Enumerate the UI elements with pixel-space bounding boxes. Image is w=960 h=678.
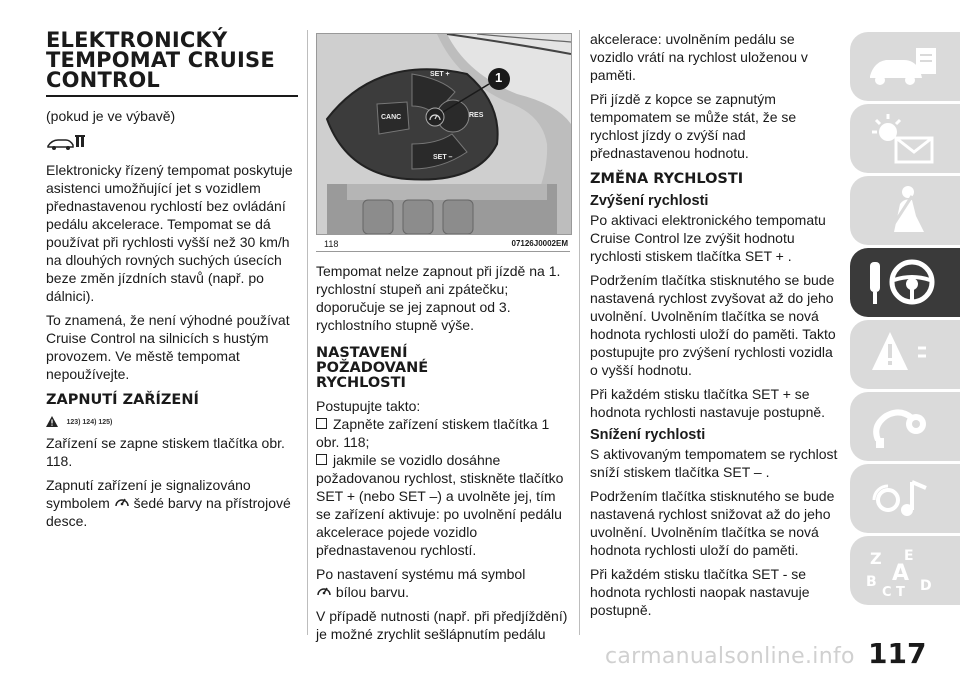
index-letter-c: C	[882, 585, 892, 598]
index-letter-e: E	[904, 548, 914, 564]
symbol-text-before: Po nastavení systému má symbol	[316, 566, 526, 582]
title-line-3: CONTROL	[46, 68, 160, 92]
index-icon	[864, 542, 944, 598]
list-item	[316, 415, 570, 451]
index-letter-d: D	[920, 578, 932, 594]
increase-text-3: Při každém stisku tlačítka SET + se hodnota rychlosti nastavuje postupně.	[590, 386, 826, 420]
symbol-text	[316, 565, 570, 601]
subheading-increase: Zvýšení rychlosti	[590, 193, 709, 209]
reference-numbers: 123) 124) 125)	[66, 419, 113, 426]
warning-triangle-icon	[46, 416, 58, 427]
signal-text-after: šedé barvy na přístrojové desce.	[46, 495, 291, 529]
availability-note: (pokud je ve výbavě)	[46, 108, 176, 124]
section-title	[46, 30, 298, 97]
label-canc: CANC	[381, 114, 402, 121]
figure-code: 07126J0002EM	[511, 239, 568, 248]
starting-driving-icon	[864, 254, 944, 310]
callout-number: 1	[495, 70, 503, 85]
heading-activation: ZAPNUTÍ ZAŘÍZENÍ	[46, 392, 199, 408]
accelerator-text: akcelerace: uvolněním pedálu se vozidlo vrátí na rychlost uloženou v paměti.	[590, 31, 808, 83]
proceed-text: Postupujte takto:	[316, 398, 421, 414]
increase-text-2: Podržením tlačítka stisknutého se bude nastavená rychlost zvyšovat až do jeho uvolnění. Uvolněním tlačítka se nová hodnota rychlosti uloží do paměti. Takto postupujte pro zvýšení rychlosti vozidla o vyšší hodnotu.	[590, 272, 836, 378]
heading-set-line-3: RYCHLOSTI	[316, 375, 406, 391]
warning-lights-icon	[864, 110, 944, 166]
steering-wheel-illustration	[317, 34, 571, 234]
tab-warning-lights[interactable]	[850, 104, 960, 173]
increase-text-1: Po aktivaci elektronického tempomatu Cruise Control lze zvýšit hodnotu rychlosti stiskem tlačítka SET + .	[590, 212, 826, 264]
overtake-text: V případě nutnosti (např. při předjíždění) je možné zrychlit sešlápnutím pedálu	[316, 608, 568, 642]
intro-paragraph: Elektronicky řízený tempomat poskytuje asistenci umožňující jet s vozidlem přednastavenou rychlostí bez ovládání pedálu akcelerace. Tempomat se dá používat při rychlosti vyšší než 30 km/h na dlouhých rovných suchých úsecích beze změn jízdních stavů (např. po dálnici).	[46, 162, 293, 304]
heading-set-line-1: NASTAVENÍ	[316, 345, 408, 361]
chapter-tabs	[850, 32, 960, 608]
index-letter-z: Z	[870, 549, 882, 568]
column-divider-2	[579, 30, 580, 635]
cruise-control-icon	[114, 495, 130, 509]
tab-emergency[interactable]	[850, 320, 960, 389]
signal-text-before: Zapnutí zařízení je signalizováno symbolem	[46, 477, 251, 511]
heading-set-line-2: POŽADOVANÉ	[316, 360, 429, 376]
tab-safety[interactable]	[850, 176, 960, 245]
warning-references	[46, 414, 298, 430]
cruise-control-icon	[316, 584, 332, 598]
column-2	[316, 33, 570, 649]
checkbox-bullet-icon	[316, 454, 327, 465]
index-letter-b: B	[866, 574, 877, 590]
list-item-text: Zapněte zařízení stiskem tlačítka 1 obr. 118;	[316, 416, 550, 450]
title-line-1: ELEKTRONICKÝ	[46, 28, 228, 52]
gear-note: Tempomat nelze zapnout při jízdě na 1. rychlostní stupeň ani zpátečku; doporučuje se jej zapnout od 3. rychlostního stupně výše.	[316, 263, 561, 333]
multimedia-icon	[864, 470, 944, 526]
warning-paragraph: To znamená, že není výhodné používat Cruise Control na silnicích s hustým provozem. Ve městě tempomat nepoužívejte.	[46, 312, 290, 382]
signal-text	[46, 476, 298, 530]
index-letter-t: T	[896, 585, 905, 598]
car-info-icon	[864, 38, 944, 94]
heading-speed-change: ZMĚNA RYCHLOSTI	[590, 171, 744, 187]
tab-index[interactable]	[850, 536, 960, 605]
safety-seat-icon	[864, 182, 944, 238]
emergency-icon	[864, 326, 944, 382]
column-1	[46, 30, 298, 536]
tab-starting-driving[interactable]	[850, 248, 960, 317]
tab-car-info[interactable]	[850, 32, 960, 101]
activation-text: Zařízení se zapne stiskem tlačítka obr. 118.	[46, 435, 285, 469]
column-divider-1	[307, 30, 308, 635]
downhill-text: Při jízdě z kopce se zapnutým tempomatem se může stát, že se rychlost jízdy o zvýší nad přednastavenou hodnotu.	[590, 91, 797, 161]
tab-maintenance[interactable]	[850, 392, 960, 461]
decrease-text-1: S aktivovaným tempomatem se rychlost sníží stiskem tlačítka SET – .	[590, 446, 838, 480]
checkbox-bullet-icon	[316, 418, 327, 429]
list-item	[316, 451, 570, 559]
label-set-minus: SET –	[433, 154, 453, 161]
symbol-text-after: bílou barvu.	[335, 584, 410, 600]
feature-icons	[46, 131, 298, 153]
page-number: 117	[868, 637, 927, 670]
heading-set-speed	[316, 346, 570, 391]
watermark: carmanualsonline.info	[605, 644, 855, 669]
tab-multimedia[interactable]	[850, 464, 960, 533]
title-line-2: TEMPOMAT CRUISE	[46, 48, 275, 72]
car-line-icon	[46, 131, 88, 151]
subheading-decrease: Snížení rychlosti	[590, 427, 706, 443]
list-item-text: jakmile se vozidlo dosáhne požadovanou rychlost, stiskněte tlačítko SET + (nebo SET –) a uvolněte jej, tím se zařízení aktivuje: po uvolnění pedálu akcelerace pojede vozidlo přednastavenou rychlostí.	[316, 452, 564, 558]
label-set-plus: SET +	[430, 71, 450, 78]
maintenance-icon	[864, 398, 944, 454]
decrease-text-3: Při každém stisku tlačítka SET - se hodnota rychlosti naopak nastavuje postupně.	[590, 566, 810, 618]
figure-number: 118	[324, 239, 339, 249]
steering-wheel-figure	[316, 33, 572, 235]
figure-caption	[316, 235, 570, 252]
label-res: RES	[469, 112, 484, 119]
column-3	[590, 30, 842, 625]
index-letter-a: A	[892, 561, 910, 586]
decrease-text-2: Podržením tlačítka stisknutého se bude nastavená rychlost snižovat až do jeho uvolnění. Uvolněním tlačítka se nová hodnota rychlosti uloží do paměti.	[590, 488, 835, 558]
